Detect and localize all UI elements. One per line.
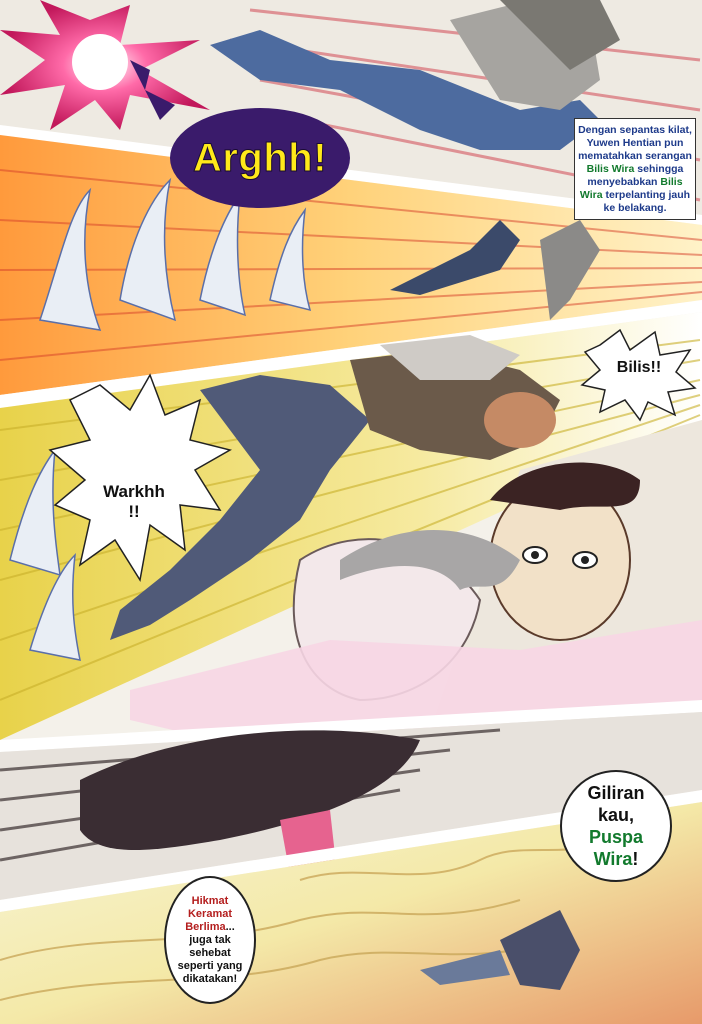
narration-box (574, 118, 696, 220)
warkhh-line-2: !! (128, 502, 140, 521)
hikmat-ellipsis: ... (225, 920, 235, 933)
narration-mid: sehingga menyebabkan (587, 162, 684, 188)
shout-bubble (170, 108, 350, 208)
narration-text (577, 124, 693, 215)
giliran-speech-bubble (560, 770, 672, 882)
giliran-name-1: Puspa (588, 827, 644, 847)
narration-name-1: Bilis Wira (586, 162, 635, 175)
giliran-line-1: Giliran (587, 783, 645, 803)
warkhh-speech (88, 478, 180, 526)
narration-post: terpelanting jauh ke belakang. (602, 188, 691, 214)
hikmat-name-2: Keramat (187, 907, 233, 920)
hikmat-name-1: Hikmat (191, 894, 229, 907)
giliran-line-2: kau, (597, 805, 635, 825)
hikmat-line-4: seperti yang (177, 959, 243, 972)
giliran-name-2: Wira (593, 849, 633, 869)
narration-name-2: Bilis Wira (579, 175, 683, 201)
hikmat-speech-bubble (164, 876, 256, 1004)
hikmat-line-5: dikatakan! (182, 972, 238, 985)
shout-text: Arghh! (192, 135, 328, 180)
hikmat-line-2: juga tak (189, 933, 231, 946)
giliran-end: ! (632, 849, 639, 869)
narration-pre: Dengan sepantas kilat, Yuwen Hentian pun mematahkan serangan (578, 123, 692, 162)
bilis-speech (600, 350, 678, 386)
hikmat-name-3: Berlima (185, 920, 226, 933)
bilis-text: Bilis!! (616, 359, 662, 376)
warkhh-line-1: Warkhh (103, 482, 165, 501)
hikmat-line-3: sehebat (189, 946, 231, 959)
